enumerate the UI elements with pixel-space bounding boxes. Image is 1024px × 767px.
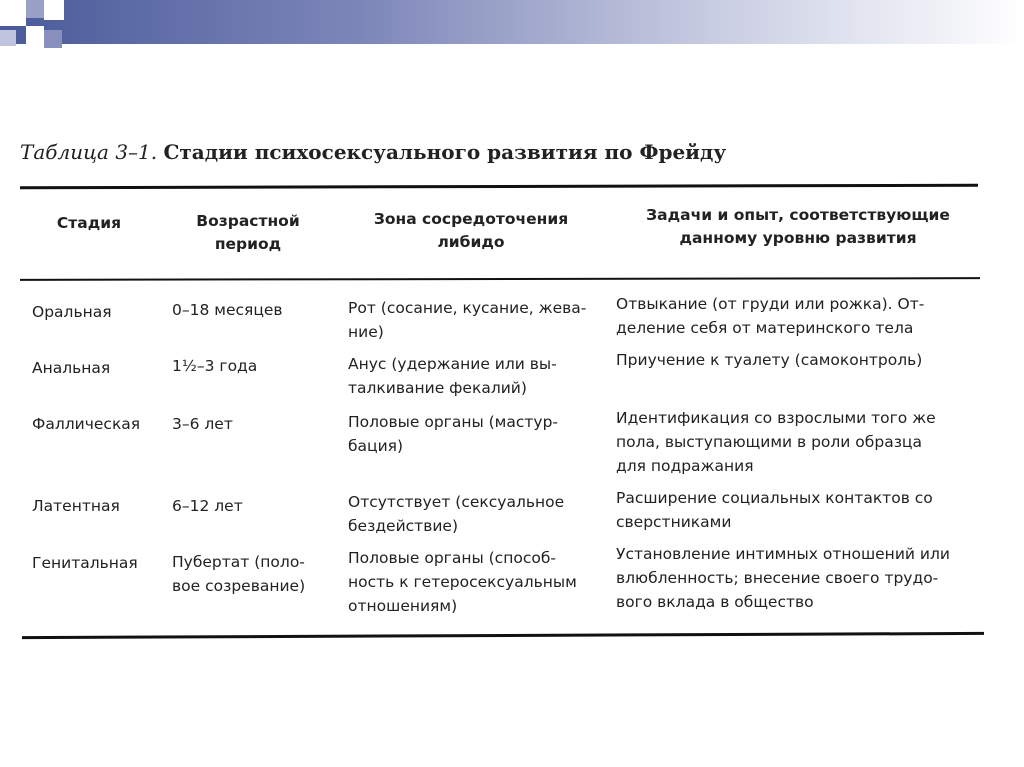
header-line: данному уровню развития [679,229,917,247]
cell-line: Отсутствует (сексуальное [348,493,565,511]
cell-zone [348,410,598,458]
header-decor-square [44,0,64,20]
cell-tasks [616,486,986,534]
cell-line: бездействие) [348,517,459,535]
cell-line: 6–12 лет [172,497,243,515]
cell-line: ность к гетеросексуальным [348,573,577,591]
cell-line: Идентификация со взрослыми того же [616,409,936,427]
cell-tasks [616,292,986,340]
cell-line: деление себя от материнского тела [616,319,914,337]
cell-line: Генитальная [32,554,138,572]
header-decor-square [0,0,26,26]
header-line: Стадия [56,214,122,232]
cell-stage [32,551,162,575]
table-number: Таблица 3–1. [20,140,158,164]
cell-line: Оральная [32,303,112,321]
cell-stage [32,412,162,436]
cell-line: 3–6 лет [172,415,233,433]
header-line: период [214,235,282,253]
cell-tasks [616,542,986,614]
cell-line: 1½–3 года [172,357,258,375]
cell-line: 0–18 месяцев [172,301,283,319]
cell-zone [348,352,598,400]
cell-line: Отвыкание (от груди или рожка). От- [616,295,925,313]
cell-stage [32,356,162,380]
cell-zone [348,490,598,538]
cell-line: талкивание фекалий) [348,379,527,397]
cell-line: вого вклада в общество [616,593,814,611]
header-decor-square [26,26,44,44]
cell-line: для подражания [616,457,754,475]
cell-line: вое созревание) [172,577,306,595]
cell-stage [32,300,162,324]
cell-line: Анальная [32,359,111,377]
cell-line: бация) [348,437,404,455]
cell-line: сверстниками [616,513,732,531]
header-line: либидо [437,233,505,251]
cell-line: Установление интимных отношений или [616,545,950,563]
header-decor-square [26,0,44,18]
cell-zone [348,546,598,618]
cell-tasks [616,406,986,478]
cell-line: влюбленность; внесение своего трудо- [616,569,939,587]
cell-line: Анус (удержание или вы- [348,355,557,373]
cell-line: пола, выступающими в роли образца [616,433,922,451]
header-age [176,210,320,256]
table-bottom-rule [22,632,984,639]
cell-age [172,494,332,518]
cell-age [172,550,332,598]
cell-line: Фаллическая [32,415,141,433]
header-zone [352,208,590,254]
table-title: Стадии психосексуального развития по Фрейду [163,140,727,164]
slide-header-gradient [0,0,1024,44]
cell-line: ние) [348,323,384,341]
table-top-rule [20,184,978,190]
cell-line: Половые органы (способ- [348,549,556,567]
header-decor-square [0,30,16,46]
cell-tasks [616,348,986,372]
cell-line: отношениям) [348,597,458,615]
cell-line: Приучение к туалету (самоконтроль) [616,351,923,369]
cell-stage [32,494,162,518]
cell-line: Расширение социальных контактов со [616,489,933,507]
table-header-rule [20,277,980,281]
header-tasks [620,204,976,250]
header-stage [30,212,148,235]
header-decor-square [44,30,62,48]
cell-zone [348,296,598,344]
cell-age [172,354,332,378]
cell-line: Половые органы (мастур- [348,413,559,431]
cell-line: Пубертат (поло- [172,553,305,571]
header-line: Задачи и опыт, соответствующие [646,206,950,224]
table-caption [20,140,726,164]
header-line: Зона сосредоточения [373,210,569,228]
cell-age [172,412,332,436]
cell-age [172,298,332,322]
cell-line: Рот (сосание, кусание, жева- [348,299,587,317]
header-line: Возрастной [196,212,300,230]
cell-line: Латентная [32,497,120,515]
